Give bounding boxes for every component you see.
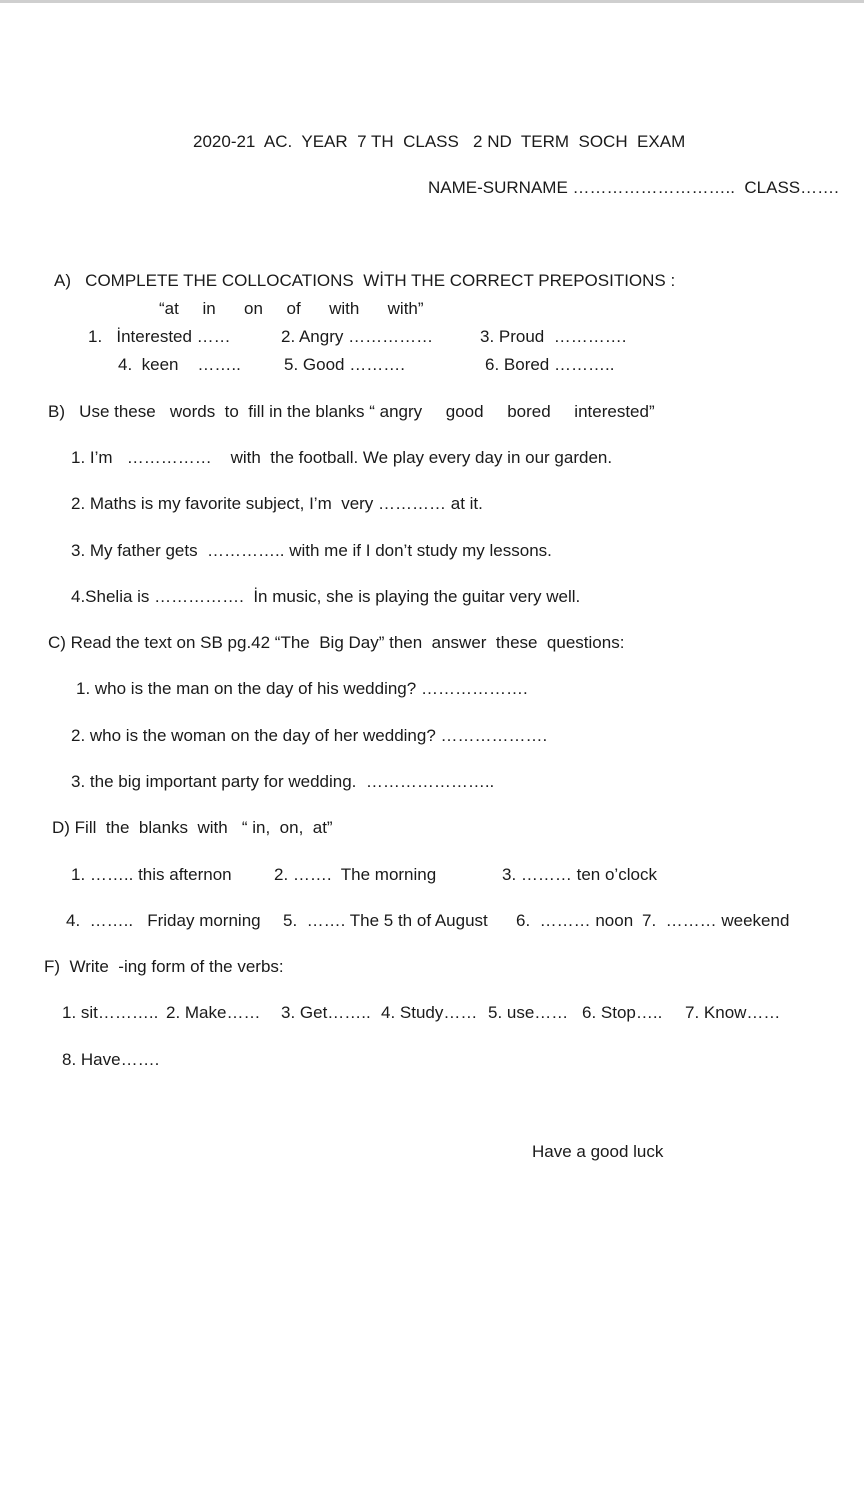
closing-message: Have a good luck [532,1142,664,1161]
section-a-heading: A) COMPLETE THE COLLOCATIONS WİTH THE CORRECT PREPOSITIONS : [54,271,676,290]
section-c-heading: C) Read the text on SB pg.42 “The Big Day” then answer these questions: [48,633,625,652]
section-f-heading: F) Write -ing form of the verbs: [44,957,284,976]
section-f-item: 5. use…… [488,1003,569,1022]
section-d-item: 4. …….. Friday morning [66,911,261,930]
section-f-item: 7. Know…… [685,1003,781,1022]
page-top-border [0,0,864,3]
section-b-item: 4.Shelia is ……………. İn music, she is playing the guitar very well. [71,587,581,606]
section-a-options: “at in on of with with” [159,299,424,318]
section-d-item: 3. ……… ten o’clock [502,865,657,884]
section-a-item: 5. Good ………. [284,355,405,374]
section-d-heading: D) Fill the blanks with “ in, on, at” [52,818,333,837]
section-d-item: 2. ……. The morning [274,865,437,884]
section-c-item: 3. the big important party for wedding. ………………….. [71,772,495,791]
section-b-item: 1. I’m …………… with the football. We play every day in our garden. [71,448,613,467]
section-b-item: 3. My father gets ………….. with me if I don’t study my lessons. [71,541,552,560]
section-d-item: 5. ……. The 5 th of August [283,911,488,930]
section-a-item: 6. Bored ……….. [485,355,615,374]
section-a-item: 4. keen …….. [118,355,241,374]
section-a-item: 3. Proud …………. [480,327,627,346]
section-f-item: 1. sit……….. [62,1003,159,1022]
section-c-item: 1. who is the man on the day of his wedding? ………………. [76,679,528,698]
name-surname-line: NAME-SURNAME ……………………….. CLASS……. [428,178,839,197]
section-d-item: 1. …….. this afternon [71,865,232,884]
section-b-heading: B) Use these words to fill in the blanks “ angry good bored interested” [48,402,655,421]
section-d-item: 7. ……… weekend [642,911,790,930]
section-a-item: 1. İnterested …… [88,327,231,346]
section-c-item: 2. who is the woman on the day of her wedding? ………………. [71,726,548,745]
section-f-item: 3. Get…….. [281,1003,371,1022]
section-a-item: 2. Angry …………… [281,327,434,346]
section-f-item: 2. Make…… [166,1003,261,1022]
section-b-item: 2. Maths is my favorite subject, I’m very ………… at it. [71,494,483,513]
section-f-item: 6. Stop….. [582,1003,663,1022]
section-d-item: 6. ……… noon [516,911,634,930]
section-f-item: 4. Study…… [381,1003,478,1022]
exam-title: 2020-21 AC. YEAR 7 TH CLASS 2 ND TERM SOCH EXAM [193,132,686,151]
section-f-item: 8. Have……. [62,1050,160,1069]
